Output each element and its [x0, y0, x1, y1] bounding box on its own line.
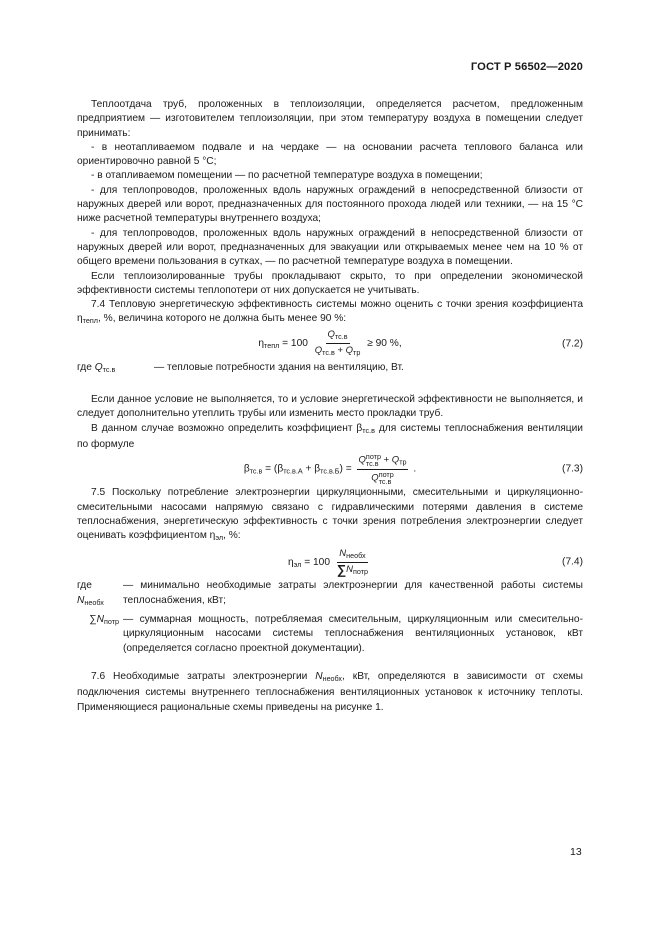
formula-7-3: $\beta_{тс.в} = (\beta_{тс.в.А} + \beta_{тс.в.Б})$ = Q потр тс.в + $Q_{тр}$ Q потр тс.в . (7.3): [243, 452, 583, 486]
paragraph-hidden-pipes: Если теплоизолированные трубы прокладывают скрыто, то при определении экономической эффективности системы теплопотери от них допускается не учитывать.: [77, 270, 583, 296]
formula-number-7-4: (7.4): [562, 556, 583, 568]
paragraph-heat-transfer: Теплоотдача труб, проложенных в теплоизоляции, определяется расчетом, предложенным предприятием — изготовителем теплоизоляции, при этом температуру воздуха в помещении следует принимать:: [77, 99, 583, 139]
definition-sum-n-potr: $\sum N_{потр}$ — суммарная мощность, потребляемая смесительным, циркуляционным или смесительно-циркуляционным насосами системы теплоснабжения вентиляционных установок, кВт (определяется согласно проектной документации).: [89, 614, 583, 654]
list-item-heated-room: - в отапливаемом помещении — по расчетной температуре воздуха в помещении;: [91, 170, 483, 182]
formula-number-7-3: (7.3): [562, 463, 583, 475]
formula-7-2: $\eta_{тепл} = 100$ $\frac{Q_{тс.в}}{Q_{тс.в} + Q_{тр}}$ ≥ 90 %, (7.2): [258, 329, 583, 358]
definition-q-ts-v: где $Q_{тс.в}$ — тепловые потребности здания на вентиляцию, Вт.: [77, 361, 404, 374]
formula-7-4: $\eta_{эл} = 100$ $\frac{N_{необх}}{\sum N_{потр}}$ (7.4): [287, 547, 583, 577]
list-item-doors-evacuation: - для теплопроводов, проложенных вдоль наружных ограждений в непосредственной близости от наружных дверей или ворот, предназначенных для эвакуации или открываемых менее чем на 10 % от общего времени пользования в сутках, — по расчетной температуре воздуха в помещении.: [77, 227, 583, 268]
page-number: 13: [570, 846, 582, 858]
paragraph-section-7-4: 7.4 Тепловую энергетическую эффективность системы можно оценить с точки зрения коэффициента $\eta_{тепл}$, %, величина которого не должна быть менее 90 %:: [77, 299, 583, 326]
paragraph-section-7-5: 7.5 Поскольку потребление электроэнергии циркуляционными, смесительными и циркуляционно-смесительными насосами напрямую связано с гидравлическими потерями давления в системе теплоснабжения, энергетическую эффективность с точки зрения потребления электроэнергии следует оценивать коэффициентом $\eta_{эл}$, %:: [77, 487, 583, 543]
formula-number-7-2: (7.2): [562, 338, 583, 350]
paragraph-section-7-6: 7.6 Необходимые затраты электроэнергии $N_{необх}$, кВт, определяются в зависимости от схемы подключения системы внутреннего теплоснабжения вентиляционных установок к источнику теплоты. Применяющиеся рациональные схемы приведены на рисунке 1.: [77, 670, 583, 713]
list-item-unheated-basement: - в неотапливаемом подвале и на чердаке — на основании расчета теплового баланса или ориентировочно равной 5 °С;: [77, 141, 583, 168]
paragraph-condition-not-met: Если данное условие не выполняется, то и условие энергетической эффективности не выполняется, и следует дополнительно утеплить трубы или изменить место прокладки труб.: [77, 394, 583, 420]
document-standard-id: ГОСТ Р 56502—2020: [470, 61, 583, 73]
list-item-doors-passage: - для теплопроводов, проложенных вдоль наружных ограждений в непосредственной близости от наружных дверей или ворот, предназначенных для постоянного прохода людей или техники, — на 15 °С ниже расчетной температуры внутреннего воздуха;: [77, 184, 583, 225]
definition-n-neobkh: где $N_{необх}$ — минимально необходимые затраты электроэнергии для качественной работы системы теплоснабжения, кВт;: [77, 580, 583, 607]
document-body: [77, 98, 583, 715]
paragraph-beta-coefficient: В данном случае возможно определить коэффициент $\beta_{тс.в}$ для системы теплоснабжения вентиляции по формуле: [77, 422, 583, 450]
